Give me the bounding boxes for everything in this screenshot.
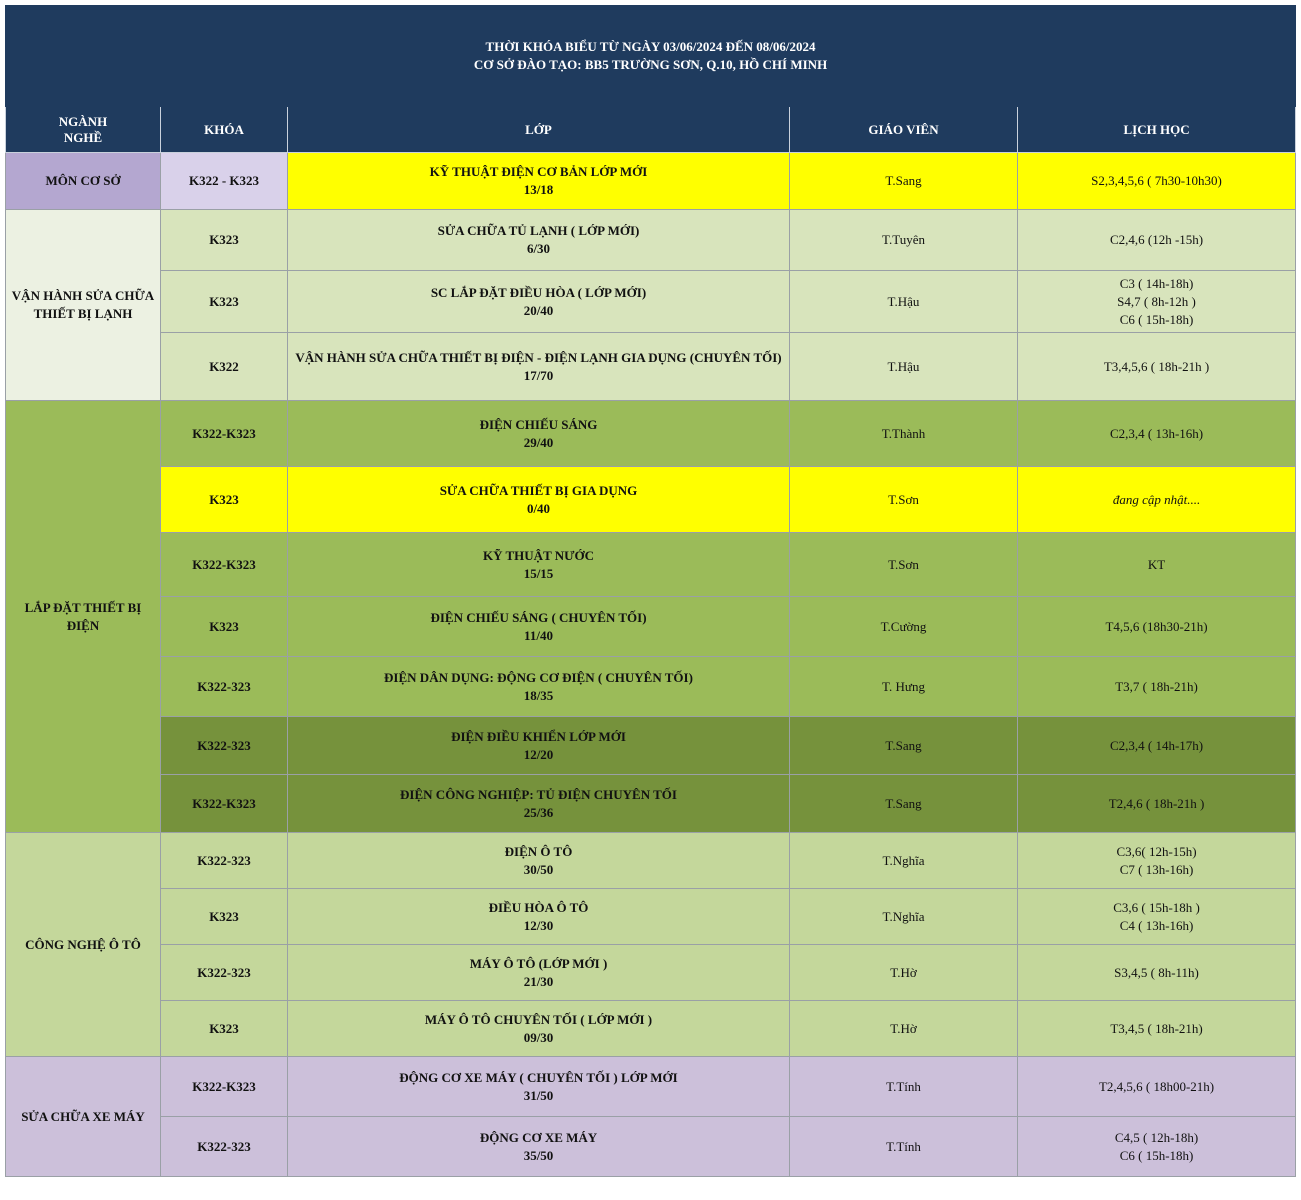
- schedule-line: C4,5 ( 12h-18h): [1114, 1129, 1199, 1145]
- giao-vien-cell: T.Hờ: [790, 1001, 1018, 1057]
- giao-vien-cell: T.Hậu: [790, 271, 1018, 333]
- nganh-nghe-cell: CÔNG NGHỆ Ô TÔ: [6, 833, 161, 1057]
- giao-vien-cell: T.Sơn: [790, 533, 1018, 597]
- lop-cell: [288, 153, 790, 210]
- class-enrollment: 17/70: [523, 367, 554, 383]
- khoa-cell: K323: [161, 467, 288, 533]
- class-enrollment: 35/50: [523, 1147, 554, 1163]
- lich-hoc-cell: [1018, 1057, 1296, 1117]
- header-khoa: KHÓA: [161, 107, 288, 153]
- schedule-line: đang cập nhật....: [1112, 491, 1201, 507]
- table-row: [6, 775, 1296, 833]
- table-row: [6, 1057, 1296, 1117]
- khoa-cell: K323: [161, 1001, 288, 1057]
- header-lop: LỚP: [288, 107, 790, 153]
- lop-cell: [288, 533, 790, 597]
- giao-vien-cell: T.Sang: [790, 717, 1018, 775]
- khoa-cell: K322-323: [161, 945, 288, 1001]
- lop-cell: [288, 717, 790, 775]
- lich-hoc-cell: [1018, 657, 1296, 717]
- khoa-cell: K323: [161, 271, 288, 333]
- lop-cell: [288, 333, 790, 401]
- class-name: SC LẮP ĐẶT ĐIỀU HÒA ( LỚP MỚI): [430, 284, 647, 300]
- schedule-line: T4,5,6 (18h30-21h): [1105, 618, 1208, 634]
- lop-cell: [288, 657, 790, 717]
- khoa-cell: K322 - K323: [161, 153, 288, 210]
- schedule-line: T3,4,5 ( 18h-21h): [1110, 1020, 1203, 1036]
- table-row: [6, 271, 1296, 333]
- class-enrollment: 12/30: [523, 917, 554, 933]
- khoa-cell: K322-323: [161, 833, 288, 889]
- giao-vien-cell: T. Hưng: [790, 657, 1018, 717]
- schedule-sheet: [5, 5, 1295, 1177]
- lop-cell: [288, 467, 790, 533]
- header-nganh-line1: NGÀNH: [58, 113, 108, 129]
- giao-vien-cell: T.Sang: [790, 153, 1018, 210]
- class-name: KỸ THUẬT ĐIỆN CƠ BẢN LỚP MỚI: [429, 164, 648, 179]
- lop-cell: [288, 775, 790, 833]
- schedule-line: T3,4,5,6 ( 18h-21h ): [1103, 358, 1210, 374]
- schedule-line: T3,7 ( 18h-21h): [1115, 678, 1198, 694]
- title-line-2: CƠ SỞ ĐÀO TẠO: BB5 TRƯỜNG SƠN, Q.10, HỒ CHÍ MINH: [473, 57, 828, 72]
- schedule-line: KT: [1147, 556, 1166, 572]
- lop-cell: [288, 210, 790, 271]
- class-name: ĐIỆN DÂN DỤNG: ĐỘNG CƠ ĐIỆN ( CHUYÊN TỐI): [384, 669, 693, 685]
- table-row: [6, 945, 1296, 1001]
- khoa-cell: K323: [161, 889, 288, 945]
- lop-cell: [288, 1117, 790, 1177]
- class-enrollment: 29/40: [523, 434, 554, 450]
- giao-vien-cell: T.Cường: [790, 597, 1018, 657]
- khoa-cell: K322-323: [161, 1117, 288, 1177]
- table-row: [6, 889, 1296, 945]
- khoa-cell: K323: [161, 210, 288, 271]
- khoa-cell: K322-323: [161, 657, 288, 717]
- schedule-line: C7 ( 13h-16h): [1119, 861, 1194, 877]
- class-name: MÁY Ô TÔ (LỚP MỚI ): [469, 955, 608, 971]
- class-enrollment: 31/50: [523, 1087, 554, 1103]
- class-enrollment: 11/40: [524, 627, 553, 643]
- schedule-line: C2,3,4 ( 14h-17h): [1109, 737, 1204, 753]
- class-enrollment: 09/30: [523, 1029, 554, 1045]
- class-name: ĐỘNG CƠ XE MÁY: [479, 1129, 598, 1145]
- giao-vien-cell: T.Nghĩa: [790, 833, 1018, 889]
- lop-cell: [288, 1057, 790, 1117]
- giao-vien-cell: T.Nghĩa: [790, 889, 1018, 945]
- class-name: ĐIỆN ĐIỀU KHIỂN LỚP MỚI: [451, 728, 626, 744]
- class-enrollment: 25/36: [523, 804, 554, 820]
- class-name: SỬA CHỮA TỦ LẠNH ( LỚP MỚI): [437, 223, 640, 238]
- giao-vien-cell: T.Sang: [790, 775, 1018, 833]
- lich-hoc-cell: [1018, 1001, 1296, 1057]
- class-name: ĐỘNG CƠ XE MÁY ( CHUYÊN TỐI ) LỚP MỚI: [399, 1069, 678, 1085]
- lich-hoc-cell: [1018, 717, 1296, 775]
- schedule-line: C3 ( 14h-18h): [1119, 275, 1194, 291]
- lich-hoc-cell: [1018, 467, 1296, 533]
- title-line-1: THỜI KHÓA BIỂU TỪ NGÀY 03/06/2024 ĐẾN 08/06/2024: [485, 39, 816, 54]
- class-enrollment: 13/18: [523, 182, 554, 197]
- table-row: [6, 833, 1296, 889]
- class-enrollment: 20/40: [523, 302, 554, 318]
- lop-cell: [288, 271, 790, 333]
- lop-cell: [288, 597, 790, 657]
- giao-vien-cell: T.Hờ: [790, 945, 1018, 1001]
- schedule-line: S3,4,5 ( 8h-11h): [1114, 964, 1199, 980]
- class-name: ĐIỆN CHIẾU SÁNG ( CHUYÊN TỐI): [430, 609, 647, 625]
- header-nganh-nghe: [6, 107, 161, 153]
- schedule-line: S2,3,4,5,6 ( 7h30-10h30): [1091, 173, 1222, 188]
- khoa-cell: K322-K323: [161, 775, 288, 833]
- table-row: [6, 210, 1296, 271]
- giao-vien-cell: T.Tuyên: [790, 210, 1018, 271]
- khoa-cell: K322-323: [161, 717, 288, 775]
- lich-hoc-cell: [1018, 401, 1296, 467]
- class-enrollment: 0/40: [526, 500, 551, 516]
- schedule-line: C2,4,6 (12h -15h): [1109, 232, 1204, 247]
- class-enrollment: 18/35: [523, 687, 554, 703]
- lop-cell: [288, 401, 790, 467]
- lop-cell: [288, 889, 790, 945]
- table-row: [6, 597, 1296, 657]
- table-row: [6, 401, 1296, 467]
- schedule-line: C4 ( 13h-16h): [1119, 917, 1194, 933]
- schedule-title: [6, 6, 1296, 107]
- nganh-nghe-cell: LẮP ĐẶT THIẾT BỊ ĐIỆN: [6, 401, 161, 833]
- lich-hoc-cell: [1018, 533, 1296, 597]
- lich-hoc-cell: [1018, 153, 1296, 210]
- khoa-cell: K323: [161, 597, 288, 657]
- schedule-line: T2,4,5,6 ( 18h00-21h): [1098, 1078, 1215, 1094]
- class-name: ĐIỀU HÒA Ô TÔ: [488, 899, 589, 915]
- khoa-cell: K322-K323: [161, 401, 288, 467]
- class-name: ĐIỆN Ô TÔ: [504, 843, 573, 859]
- table-row: [6, 1117, 1296, 1177]
- giao-vien-cell: T.Tính: [790, 1117, 1018, 1177]
- table-row: [6, 153, 1296, 210]
- header-nganh-line2: NGHỀ: [63, 129, 103, 145]
- lop-cell: [288, 833, 790, 889]
- lop-cell: [288, 945, 790, 1001]
- class-enrollment: 12/20: [523, 746, 554, 762]
- khoa-cell: K322-K323: [161, 533, 288, 597]
- header-lich-hoc: LỊCH HỌC: [1018, 107, 1296, 153]
- schedule-line: S4,7 ( 8h-12h ): [1117, 293, 1196, 309]
- nganh-nghe-cell: SỬA CHỮA XE MÁY: [6, 1057, 161, 1177]
- nganh-nghe-cell: VẬN HÀNH SỬA CHỮA THIẾT BỊ LẠNH: [6, 210, 161, 401]
- schedule-line: C2,3,4 ( 13h-16h): [1109, 425, 1204, 441]
- table-row: [6, 467, 1296, 533]
- giao-vien-cell: T.Tính: [790, 1057, 1018, 1117]
- schedule-line: C6 ( 15h-18h): [1119, 311, 1194, 327]
- khoa-cell: K322-K323: [161, 1057, 288, 1117]
- class-name: VẬN HÀNH SỬA CHỮA THIẾT BỊ ĐIỆN - ĐIỆN LẠNH GIA DỤNG (CHUYÊN TỐI): [295, 349, 782, 365]
- khoa-cell: K322: [161, 333, 288, 401]
- class-enrollment: 15/15: [523, 565, 554, 581]
- lich-hoc-cell: [1018, 597, 1296, 657]
- schedule-line: C3,6( 12h-15h): [1116, 843, 1197, 859]
- schedule-line: C3,6 ( 15h-18h ): [1113, 899, 1200, 915]
- table-row: [6, 533, 1296, 597]
- schedule-line: C6 ( 15h-18h): [1119, 1147, 1194, 1163]
- class-enrollment: 6/30: [526, 241, 551, 256]
- lich-hoc-cell: [1018, 271, 1296, 333]
- lich-hoc-cell: [1018, 333, 1296, 401]
- lich-hoc-cell: [1018, 889, 1296, 945]
- table-row: [6, 717, 1296, 775]
- lich-hoc-cell: [1018, 945, 1296, 1001]
- lich-hoc-cell: [1018, 775, 1296, 833]
- class-name: ĐIỆN CÔNG NGHIỆP: TỦ ĐIỆN CHUYÊN TỐI: [400, 786, 677, 802]
- giao-vien-cell: T.Sơn: [790, 467, 1018, 533]
- header-giao-vien: GIÁO VIÊN: [790, 107, 1018, 153]
- giao-vien-cell: T.Hậu: [790, 333, 1018, 401]
- lich-hoc-cell: [1018, 210, 1296, 271]
- class-name: KỸ THUẬT NƯỚC: [483, 547, 594, 563]
- class-enrollment: 21/30: [523, 973, 554, 989]
- nganh-nghe-cell: MÔN CƠ SỞ: [6, 153, 161, 210]
- giao-vien-cell: T.Thành: [790, 401, 1018, 467]
- lich-hoc-cell: [1018, 1117, 1296, 1177]
- class-enrollment: 30/50: [523, 861, 554, 877]
- class-name: SỬA CHỮA THIẾT BỊ GIA DỤNG: [439, 482, 638, 498]
- schedule-line: T2,4,6 ( 18h-21h ): [1108, 795, 1205, 811]
- table-row: [6, 333, 1296, 401]
- class-name: MÁY Ô TÔ CHUYÊN TỐI ( LỚP MỚI ): [424, 1011, 653, 1027]
- lop-cell: [288, 1001, 790, 1057]
- schedule-table: [5, 5, 1296, 1177]
- lich-hoc-cell: [1018, 833, 1296, 889]
- table-row: [6, 1001, 1296, 1057]
- table-row: [6, 657, 1296, 717]
- class-name: ĐIỆN CHIẾU SÁNG: [479, 416, 598, 432]
